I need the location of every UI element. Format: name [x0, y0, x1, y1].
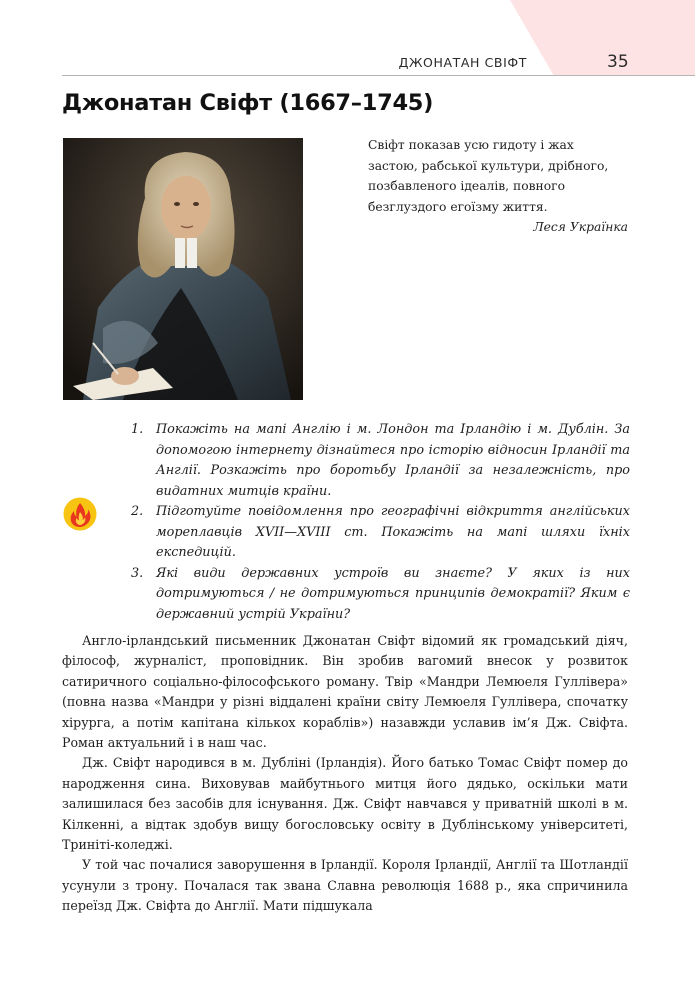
task-item [125, 420, 630, 502]
header-accent-tab [510, 0, 695, 76]
chapter-title: Джонатан Свіфт (1667–1745) [62, 90, 434, 116]
task-item [125, 564, 630, 626]
fire-icon [63, 497, 97, 531]
task-text: Підготуйте повідомлення про географічні відкриття англійських мореплавців XVII—XVIII ст. Покажіть на мапі шляхи їхніх експедицій. [156, 504, 630, 560]
portrait-image [63, 138, 303, 400]
task-number: 2. [131, 504, 144, 519]
epigraph-line: позбавленого ідеалів, повного [368, 179, 565, 193]
paragraph: У той час почалися заворушення в Ірландії. Короля Ірландії, Англії та Шотландії усунули з трону. Почалася так звана Славна революція 1688 р., яка спричинила переїзд Дж. Свіфта до Англії. Мати підшукала [62, 857, 628, 914]
body-text [62, 631, 628, 917]
task-item [125, 502, 630, 564]
task-number: 3. [131, 565, 144, 581]
epigraph-author: Леся Українка [533, 220, 628, 234]
epigraph-line: безглуздого егоїзму життя. [368, 199, 548, 214]
header-rule [62, 75, 695, 76]
tasks-list [125, 420, 630, 625]
page-number: 35 [607, 52, 629, 72]
task-number: 1. [131, 422, 144, 437]
paragraph: Дж. Свіфт народився в м. Дубліні (Ірландія). Його батько Томас Свіфт помер до народження сина. Виховував майбутнього митця його дядько, оскільки мати залишилася без засобів для існування. Дж. Свіфт навчався у приватній школі в м. Кілкенні, а відтак здобув вищу богословську освіту в Дублінському університеті, Триніті-коледжі. [62, 755, 628, 853]
epigraph-line: Свіфт показав усю гидоту і жах [368, 138, 574, 152]
paragraph: Англо-ірландський письменник Джонатан Свіфт відомий як громадський діяч, філософ, журналіст, проповідник. Він зробив вагомий внесок у розвиток сатиричного соціально-філософського роману. Твір «Мандри Лемюеля Гуллівера» (повна назва «Мандри у різні віддалені країни світу Лемюеля Гуллівера, спочатку хірурга, а потім капітана кількох кораблів») назавжди уславив ім’я Дж. Свіфта. Роман актуальний і в наш час. [62, 633, 628, 751]
epigraph [368, 135, 628, 238]
epigraph-line: застою, рабської культури, дрібного, [368, 158, 609, 173]
portrait-illustration [63, 138, 303, 400]
running-head: ДЖОНАТАН СВІФТ [398, 55, 527, 70]
task-text: Які види державних устроїв ви знаєте? У яких із них дотримуються / не дотримуються принципів демократії? Яким є державний устрій України? [156, 565, 630, 622]
task-text: Покажіть на мапі Англію і м. Лондон та Ірландію і м. Дублін. За допомогою інтернету дізнайтеся про історію відносин Ірландії та Англії. Розкажіть про боротьбу Ірландії за незалежність, про видатних митців країни. [156, 422, 630, 499]
